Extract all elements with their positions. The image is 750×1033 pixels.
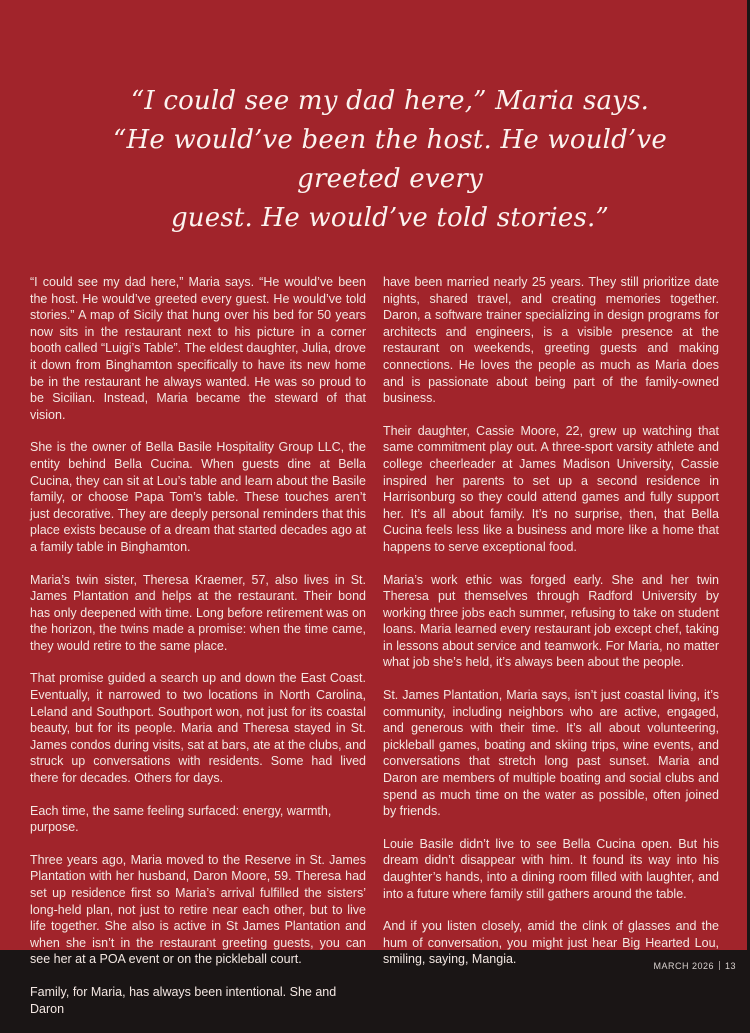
pull-quote-line-1: “I could see my dad here,” Maria says.	[130, 86, 650, 116]
paragraph: Family, for Maria, has always been intentional. She and Daron	[30, 984, 337, 1016]
paragraph: She is the owner of Bella Basile Hospitality Group LLC, the entity behind Bella Cucina. When guests dine at Bella Cucina, they can sit at Lou’s table and learn about the Basile family, or choose Papa Tom’s table. These touches aren’t just decorative. They are deeply personal reminders that this place exists because of a dream that started decades ago at a family table in Binghamton.	[30, 440, 366, 554]
paragraph: Maria’s work ethic was forged early. She and her twin Theresa put themselves through Radford University by working three jobs each summer, refusing to take on student loans. Maria learned every restaurant job except chef, taking in lessons about service and teamwork. For Maria, no matter what job she’s held, it’s always been about the people.	[383, 572, 719, 670]
right-column	[383, 274, 719, 984]
paragraph: Their daughter, Cassie Moore, 22, grew up watching that same commitment play out. A three-sport varsity athlete and college cheerleader at James Madison University, Cassie inspired her parents to set up a second residence in Harrisonburg so they could attend games and fully support her. It’s all about family. It’s no surprise, then, that Bella Cucina feels less like a business and more like a home that happens to serve exceptional food.	[383, 423, 719, 554]
pull-quote	[60, 82, 720, 238]
pull-quote-line-3: guest. He would’ve told stories.”	[170, 203, 610, 233]
issue-date: MARCH 2026	[653, 961, 714, 971]
page-number: 13	[724, 961, 736, 971]
paragraph: “I could see my dad here,” Maria says. “He would’ve been the host. He would’ve greeted every guest. He would’ve told stories.” A map of Sicily that hung over his bed for 50 years now sits in the restaurant next to his picture in a corner booth called “Luigi’s Table”. The eldest daughter, Julia, drove it down from Binghamton specifically to have its new home be in the restaurant he always wanted. He was so proud to be Sicilian. Instead, Maria became the steward of that vision.	[30, 275, 366, 422]
paragraph: Three years ago, Maria moved to the Reserve in St. James Plantation with her husband, Daron Moore, 59. Theresa had set up residence first so Maria’s arrival fulfilled the sisters’ long-held plan, not just to retire near each other, but to live life together. She also is active in St James Plantation and when she isn’t in the restaurant greeting guests, you can see her at a POA event or on the pickleball court.	[30, 852, 366, 967]
paragraph: That promise guided a search up and down the East Coast. Eventually, it narrowed to two locations in North Carolina, Leland and Southport. Southport won, not just for its coastal beauty, but for its people. Maria and Theresa stayed in St. James condos during visits, sat at bars, ate at the clubs, and struck up conversations with residents. Some had lived there for decades. Others for days.	[30, 671, 366, 786]
paragraph: have been married nearly 25 years. They still prioritize date nights, shared travel, and creating memories together. Daron, a software trainer specializing in design programs for architects and engineers, is a visible presence at the restaurant on weekends, greeting guests and making connections. He loves the people as much as Maria does and is passionate about being part of the family-owned business.	[383, 275, 719, 406]
paragraph: And if you listen closely, amid the clink of glasses and the hum of conversation, you might just hear Big Hearted Lou, smiling, saying, Mangia.	[383, 919, 719, 967]
footer-divider	[719, 961, 720, 970]
left-column	[30, 274, 366, 1033]
paragraph: St. James Plantation, Maria says, isn’t just coastal living, it’s community, including neighbors who are active, engaged, and generous with their time. It’s all about volunteering, pickleball games, boating and skiing trips, wine events, and conversations that stretch long past sunset. Maria and Daron are members of multiple boating and social clubs and spend as much time on the water as possible, often joined by friends.	[383, 688, 719, 819]
paragraph: Maria’s twin sister, Theresa Kraemer, 57, also lives in St. James Plantation and helps at the restaurant. Their bond has only deepened with time. Long before retirement was on the horizon, the twins made a promise: when the time came, they would retire to the same place.	[30, 572, 366, 653]
paragraph: Each time, the same feeling surfaced: energy, warmth, purpose.	[30, 803, 332, 835]
pull-quote-line-2: “He would’ve been the host. He would’ve greeted every	[113, 125, 667, 194]
paragraph: Louie Basile didn’t live to see Bella Cucina open. But his dream didn’t disappear with him. It found its way into his daughter’s hands, into a dining room filled with laughter, and into a future where family still gathers around the table.	[383, 836, 719, 901]
page-footer	[653, 961, 736, 971]
